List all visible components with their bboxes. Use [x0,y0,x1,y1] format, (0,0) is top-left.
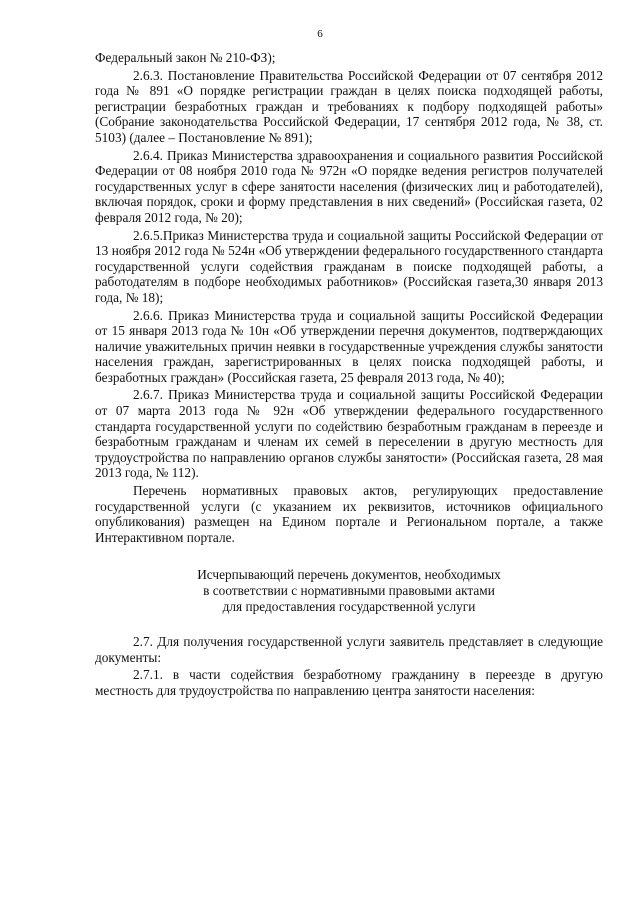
paragraph-2-6-4: 2.6.4. Приказ Министерства здравоохранения и социального развития Российской Федерации от 08 ноября 2010 года № 972н «О порядке ведения регистров получателей государственных услуг в сфере занятости населения (физических лиц и работодателей), включая порядок, сроки и форму представления в них сведений» (Российская газета, 02 февраля 2012 года, № 20); [95,147,603,225]
paragraph-law-210: Федеральный закон № 210-ФЗ); [95,50,276,65]
section-heading-line-3: для предоставления государственной услуги [222,598,476,614]
paragraph-2-7: 2.7. Для получения государственной услуги заявитель представляет в следующие документы: [95,634,603,665]
paragraph-legal-acts-list: Перечень нормативных правовых актов, регулирующих предоставление государственной услуги (с указанием их реквизитов, источников официального опубликования) размещен на Едином портале и Региональном портале, а также Интерактивном портале. [95,483,603,545]
paragraph-2-7-1: 2.7.1. в части содействия безработному гражданину в переезде в другую местность для трудоустройства по направлению центра занятости населения: [95,667,603,698]
paragraph-2-6-5: 2.6.5.Приказ Министерства труда и социальной защиты Российской Федерации от 13 ноября 2012 года № 524н «Об утверждении федерального государственного стандарта государственной услуги содействия гражданам в поиске подходящей работы, а работодателям в подборе необходимых работников» (Российская газета,30 января 2013 года, № 18); [95,227,603,305]
page-number: 6 [317,28,323,40]
paragraph-2-6-7: 2.6.7. Приказ Министерства труда и социальной защиты Российской Федерации от 07 марта 2013 года № 92н «Об утверждении федерального государственного стандарта государственной услуги по содействию безработным гражданам в переезде и безработным гражданам и членам их семей в переселении в другую местность для трудоустройства по направлению органов службы занятости» (Российская газета, 28 мая 2013 года, № 112). [95,387,603,481]
paragraph-2-6-6: 2.6.6. Приказ Министерства труда и социальной защиты Российской Федерации от 15 января 2013 года № 10н «Об утверждении перечня документов, подтверждающих наличие уважительных причин неявки в государственные учреждения службы занятости населения граждан, зарегистрированных в целях поиска подходящей работы, и безработных граждан» (Российская газета, 25 февраля 2013 года, № 40); [95,307,603,385]
section-heading-line-2: в соответствии с нормативными правовыми актами [203,583,495,598]
paragraph-2-6-3: 2.6.3. Постановление Правительства Российской Федерации от 07 сентября 2012 года № 891 «О порядке регистрации граждан в целях поиска подходящей работы, регистрации безработных граждан и требованиях к подбору подходящей работы» (Собрание законодательства Российской Федерации, 17 сентября 2012 года, № 38, ст. 5103) (далее – Постановление № 891); [95,67,603,145]
section-heading-line-1: Исчерпывающий перечень документов, необходимых [197,567,501,583]
document-body [95,50,603,699]
section-heading [95,567,603,614]
